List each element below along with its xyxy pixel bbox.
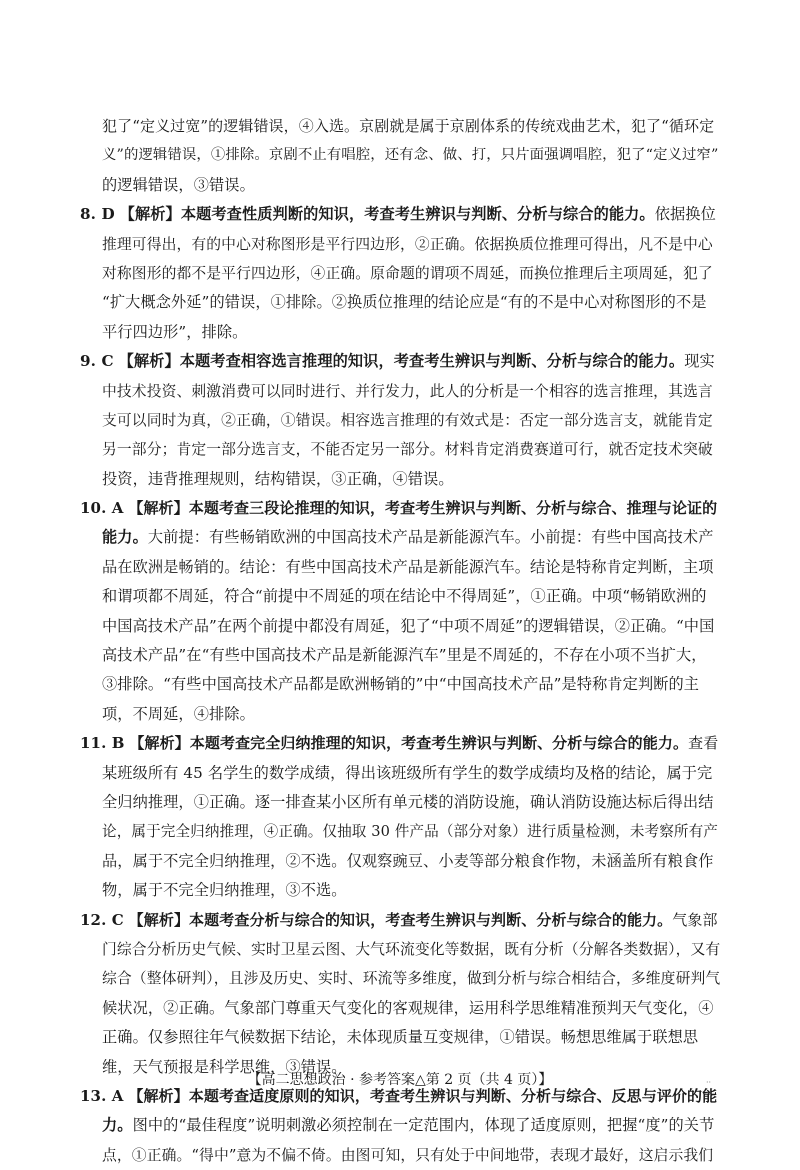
analysis-line: 点，①正确。“得中”意为不偏不倚。由图可知，只有处于中间地带，表现才最好，这启示我们 <box>102 1146 714 1164</box>
analysis-line: “扩大概念外延”的错误，①排除。②换质位推理的结论应是“有的不是中心对称图形的不是 <box>102 293 707 312</box>
analysis-text: 大前提：有些畅销欧洲的中国高技术产品是新能源汽车。小前提：有些中国高技术产 <box>147 528 714 547</box>
analysis-summary-end: 能力。 <box>102 528 148 547</box>
analysis-text: 查看 <box>688 734 719 753</box>
analysis-text: 依据换位 <box>654 205 716 224</box>
answer-item-8 <box>80 200 720 347</box>
item-number: 9. C <box>80 352 114 371</box>
analysis-line: 维，天气预报是科学思维，③错误。 <box>102 1057 347 1076</box>
analysis-summary-end: 力。 <box>102 1116 133 1135</box>
item-number: 13. A <box>80 1086 124 1105</box>
answer-item-9 <box>80 347 720 494</box>
page-footer: 【高二思想政治 · 参考答案△第 2 页（共 4 页）】 <box>247 1072 553 1088</box>
analysis-tag: 【解析】 <box>128 910 190 929</box>
analysis-line: 门综合分析历史气候、实时卫星云图、大气环流变化等数据，既有分析（分解各类数据），又有 <box>102 940 721 958</box>
answer-item-12 <box>80 906 720 1082</box>
analysis-summary: 本题考查相容选言推理的知识，考查考生辨识与判断、分析与综合的能力。 <box>179 352 685 371</box>
analysis-summary: 本题考查性质判断的知识，考查考生辨识与判断、分析与综合的能力。 <box>180 205 655 224</box>
answer-item-10 <box>80 494 720 729</box>
answer-content <box>80 112 720 1170</box>
analysis-line: 平行四边形”，排除。 <box>102 322 248 341</box>
analysis-tag: 【解析】 <box>118 352 180 371</box>
analysis-line: 高技术产品”在“有些中国高技术产品是新能源汽车”里是不周延的，不存在小项不当扩大， <box>102 646 707 665</box>
analysis-summary: 本题考查适度原则的知识，考查考生辨识与判断、分析与综合、反思与评价的能 <box>188 1086 718 1105</box>
analysis-line: 另一部分；肯定一部分选言支，不能否定另一部分。材料肯定消费赛道可行，就否定技术突破 <box>102 441 713 459</box>
analysis-line: 某班级所有 45 名学生的数学成绩，得出该班级所有学生的数学成绩均及格的结论，属于完 <box>102 763 713 782</box>
answer-item-11 <box>80 729 720 905</box>
analysis-text: 图中的“最佳程度”说明刺激必须控制在一定范围内，体现了适度原则，把握“度”的关节 <box>132 1116 715 1135</box>
analysis-tag: 【解析】 <box>129 734 190 753</box>
analysis-summary: 本题考查三段论推理的知识，考查考生辨识与判断、分析与综合、推理与论证的 <box>188 499 718 518</box>
analysis-text: 现实 <box>684 352 715 371</box>
analysis-tag: 【解析】 <box>128 1086 189 1105</box>
analysis-line: 对称图形的都不是平行四边形，④正确。原命题的谓项不周延，而换位推理后主项周延，犯了 <box>102 264 713 282</box>
analysis-line: 品在欧洲是畅销的。结论：有些中国高技术产品是新能源汽车。结论是特称肯定判断，主项 <box>102 557 714 576</box>
analysis-line: 品，属于不完全归纳推理，②不选。仅观察豌豆、小麦等部分粮食作物，未涵盖所有粮食作 <box>102 851 714 870</box>
analysis-line: 全归纳推理，①正确。逐一排查某小区所有单元楼的消防设施，确认消防设施达标后得出结 <box>102 792 714 811</box>
item-number: 12. C <box>80 910 124 929</box>
corner-mark: ·· <box>706 1078 712 1087</box>
continuation-line: 义”的逻辑错误，①排除。京剧不止有唱腔，还有念、做、打，只片面强调唱腔，犯了“定义过窄” <box>102 147 719 164</box>
item-number: 8. D <box>80 205 115 224</box>
analysis-line: 和谓项都不周延，符合“前提中不周延的项在结论中不得周延”，①正确。中项“畅销欧洲的 <box>102 587 707 606</box>
analysis-line: 支可以同时为真，②正确，①错误。相容选言推理的有效式是：否定一部分选言支，就能肯定 <box>102 411 713 429</box>
continuation-line: 犯了“定义过宽”的逻辑错误，④入选。京剧就是属于京剧体系的传统戏曲艺术，犯了“循环定 <box>102 117 715 135</box>
analysis-summary: 本题考查完全归纳推理的知识，考查考生辨识与判断、分析与综合的能力。 <box>189 734 689 753</box>
analysis-line: 正确。仅参照往年气候数据下结论，未体现质量互变规律，①错误。畅想思维属于联想思 <box>102 1028 699 1047</box>
analysis-tag: 【解析】 <box>128 499 189 518</box>
analysis-line: 候状况，②正确。气象部门尊重天气变化的客观规律，运用科学思维精准预判天气变化，④ <box>102 998 714 1017</box>
analysis-line: 综合（整体研判），且涉及历史、实时、环流等多维度，做到分析与综合相结合，多维度研判气 <box>102 970 721 988</box>
item-number: 11. B <box>80 734 125 753</box>
analysis-line: 推理可得出，有的中心对称图形是平行四边形，②正确。依据换质位推理可得出，凡不是中心 <box>102 235 713 253</box>
analysis-line: 物，属于不完全归纳推理，③不选。 <box>102 881 347 900</box>
analysis-summary: 本题考查分析与综合的知识，考查考生辨识与判断、分析与综合的能力。 <box>189 910 673 929</box>
analysis-line: ③排除。“有些中国高技术产品都是欧洲畅销的”中“中国高技术产品”是特称肯定判断的主 <box>102 675 700 694</box>
analysis-line: 中国高技术产品”在两个前提中都没有周延，犯了“中项不周延”的逻辑错误，②正确。“中国 <box>102 616 715 635</box>
analysis-tag: 【解析】 <box>119 205 181 224</box>
analysis-line: 项，不周延，④排除。 <box>102 704 255 723</box>
answer-item-13 <box>80 1082 720 1170</box>
analysis-line: 投资，违背推理规则，结构错误，③正确，④错误。 <box>102 469 454 488</box>
item-number: 10. A <box>80 499 124 518</box>
analysis-text: 气象部 <box>672 910 718 929</box>
analysis-line: 中技术投资、刺激消费可以同时进行、并行发力，此人的分析是一个相容的选言推理，其选言 <box>102 382 713 400</box>
analysis-line: 论，属于完全归纳推理，④正确。仅抽取 30 件产品（部分对象）进行质量检测，未考察所有产 <box>102 823 719 841</box>
continuation-line: 的逻辑错误，③错误。 <box>102 175 255 194</box>
